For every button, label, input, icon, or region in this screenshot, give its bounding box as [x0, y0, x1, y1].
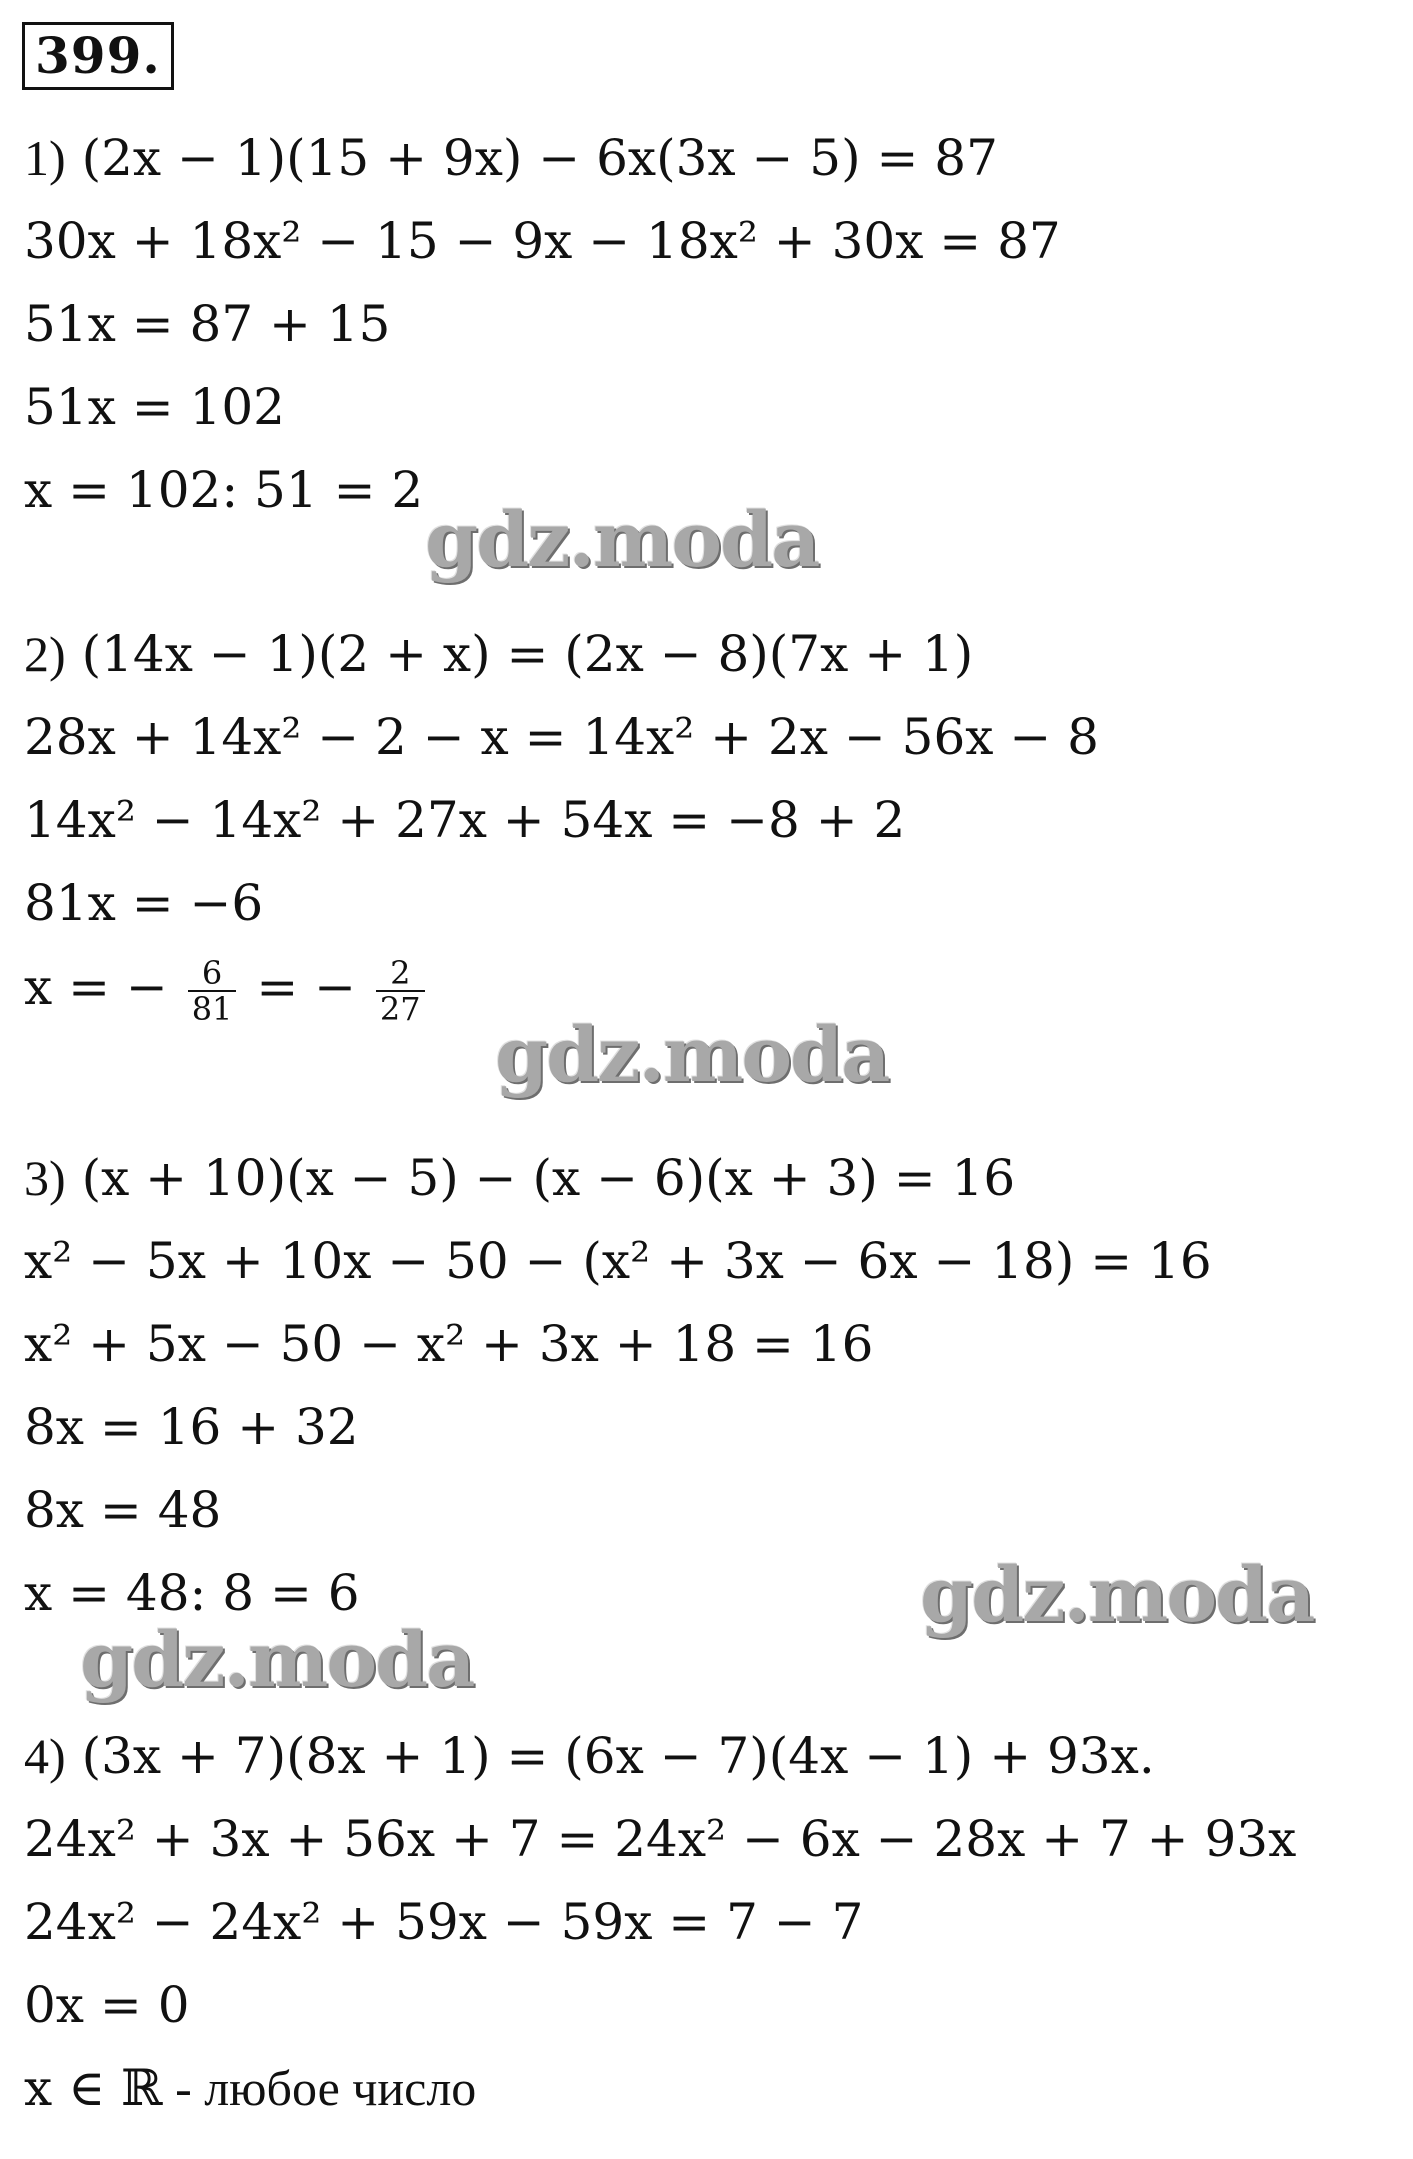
solution-set: x ∈ ℝ: [24, 2059, 163, 2117]
part-3-line-3: x² + 5x − 50 − x² + 3x + 18 = 16: [24, 1315, 874, 1373]
part-2-line-1: [24, 624, 973, 684]
part-3-line-5: 8x = 48: [24, 1481, 222, 1539]
equation-text: (2x − 1)(15 + 9x) − 6x(3x − 5) = 87: [81, 129, 998, 187]
final-lhs: x = −: [24, 958, 168, 1016]
fraction-numerator: 6: [188, 956, 237, 992]
part-2-label: 2): [24, 626, 66, 682]
part-1-line-3: 51x = 87 + 15: [24, 295, 391, 353]
fraction-2: [376, 956, 425, 1026]
exercise-number: 399.: [22, 22, 174, 90]
watermark: gdz.moda: [920, 1550, 1314, 1639]
watermark: gdz.moda: [425, 495, 819, 584]
part-1-label: 1): [24, 130, 66, 186]
part-4-line-1: [24, 1726, 1155, 1786]
fraction-numerator: 2: [376, 956, 425, 992]
part-2-line-5: [24, 956, 429, 1026]
part-4-line-4: 0x = 0: [24, 1976, 190, 2034]
part-4-line-2: 24x² + 3x + 56x + 7 = 24x² − 6x − 28x + 7 + 93x: [24, 1810, 1297, 1868]
part-4-label: 4): [24, 1728, 66, 1784]
equation-text: (x + 10)(x − 5) − (x − 6)(x + 3) = 16: [81, 1149, 1016, 1207]
part-1-line-4: 51x = 102: [24, 378, 285, 436]
part-4-line-3: 24x² − 24x² + 59x − 59x = 7 − 7: [24, 1893, 864, 1951]
watermark: gdz.moda: [80, 1615, 474, 1704]
fraction-denominator: 27: [379, 990, 421, 1028]
fraction-denominator: 81: [191, 990, 233, 1028]
part-2-line-4: 81x = −6: [24, 874, 264, 932]
part-1-line-2: 30x + 18x² − 15 − 9x − 18x² + 30x = 87: [24, 212, 1061, 270]
part-1-line-1: [24, 128, 998, 188]
equation-text: (14x − 1)(2 + x) = (2x − 8)(7x + 1): [81, 625, 974, 683]
part-1-line-5: x = 102: 51 = 2: [24, 461, 424, 519]
watermark: gdz.moda: [495, 1010, 889, 1099]
part-3-line-4: 8x = 16 + 32: [24, 1398, 359, 1456]
part-3-line-1: [24, 1148, 1015, 1208]
part-3-line-2: x² − 5x + 10x − 50 − (x² + 3x − 6x − 18) = 16: [24, 1232, 1212, 1290]
final-mid: = −: [256, 958, 356, 1016]
part-2-line-3: 14x² − 14x² + 27x + 54x = −8 + 2: [24, 791, 906, 849]
part-4-line-5: [24, 2058, 476, 2118]
part-3-label: 3): [24, 1150, 66, 1206]
part-3-line-6: x = 48: 8 = 6: [24, 1564, 360, 1622]
part-2-line-2: 28x + 14x² − 2 − x = 14x² + 2x − 56x − 8: [24, 708, 1099, 766]
equation-text: (3x + 7)(8x + 1) = (6x − 7)(4x − 1) + 93x.: [81, 1727, 1155, 1785]
solution-note: - любое число: [162, 2060, 477, 2116]
fraction-1: [188, 956, 237, 1026]
